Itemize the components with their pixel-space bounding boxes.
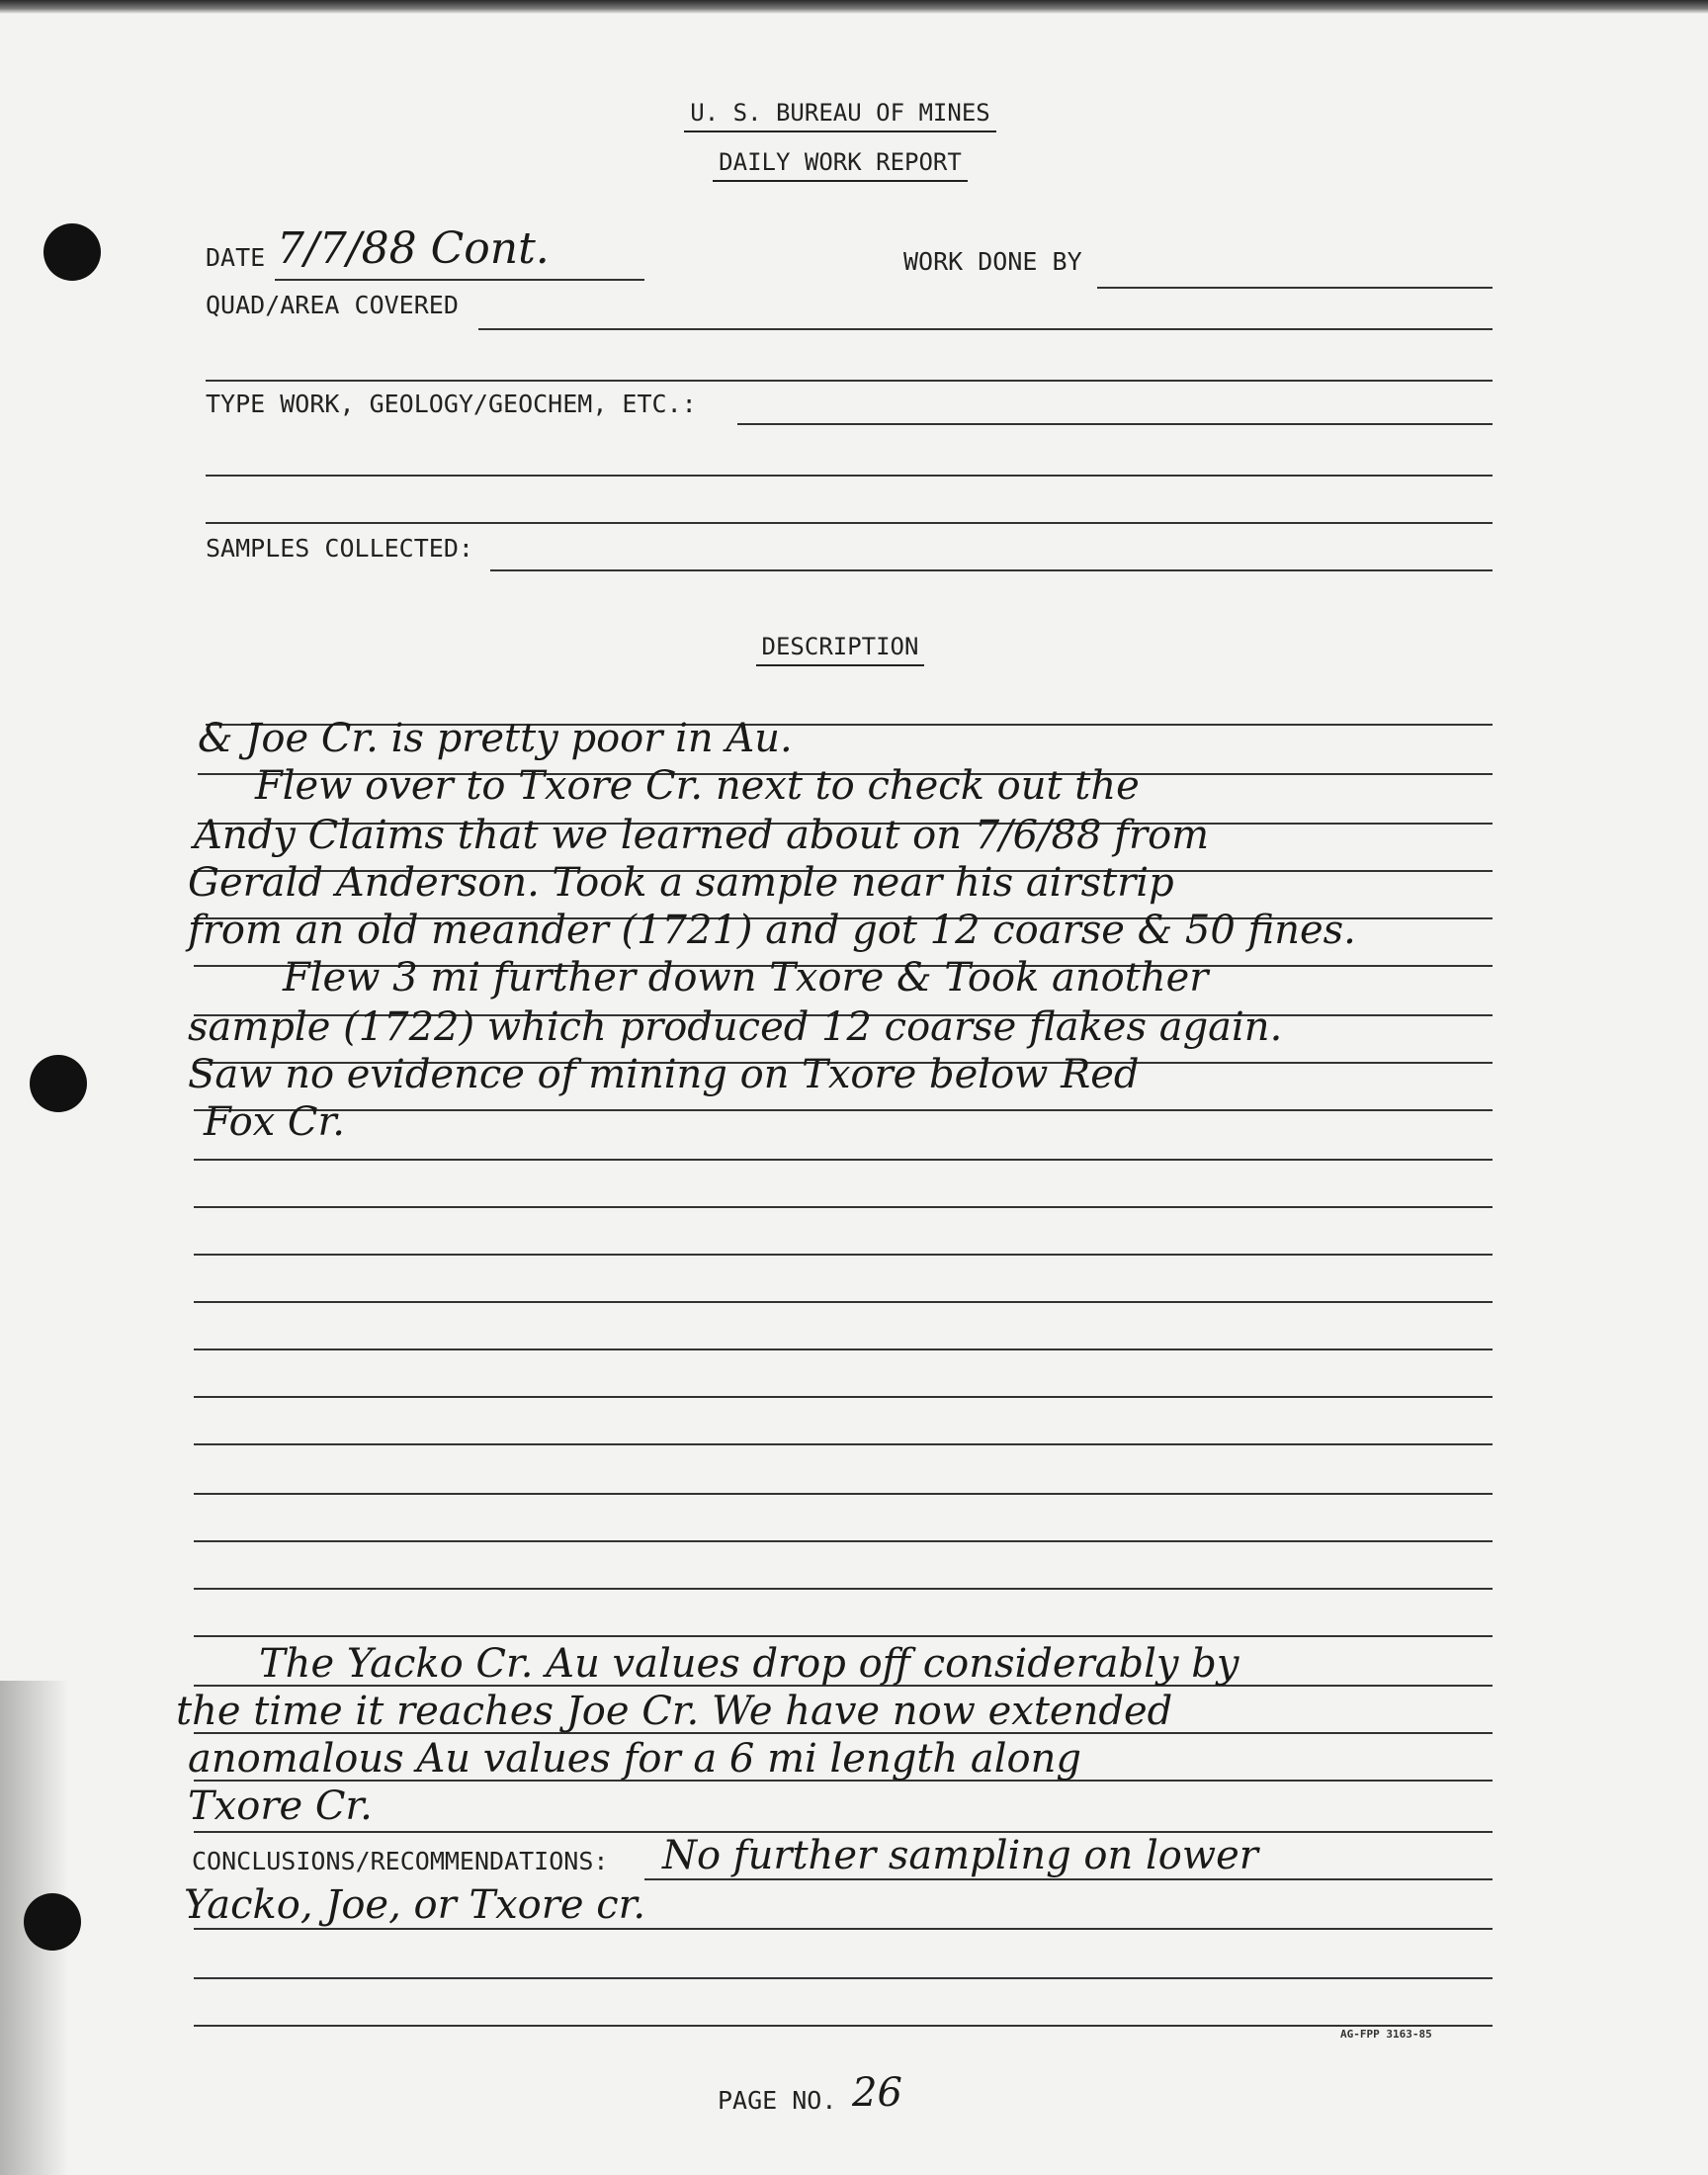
ruled-line	[194, 1977, 1493, 1979]
form-number: AG-FPP 3163-85	[1340, 2028, 1432, 2041]
description-heading: DESCRIPTION	[0, 633, 1680, 666]
quad-area-line	[478, 328, 1493, 330]
description-line-7: sample (1722) which produced 12 coarse flakes again.	[188, 1004, 1283, 1050]
page-number-label: PAGE NO.	[718, 2086, 837, 2115]
scan-edge-shadow	[0, 0, 1708, 14]
date-label: DATE	[206, 243, 266, 272]
work-done-by-label: WORK DONE BY	[903, 247, 1082, 276]
ruled-line	[194, 1635, 1493, 1637]
summary-line-4: Txore Cr.	[188, 1784, 373, 1829]
ruled-line	[194, 1493, 1493, 1495]
type-work-label: TYPE WORK, GEOLOGY/GEOCHEM, ETC.:	[206, 390, 697, 418]
ruled-line	[194, 1109, 1493, 1111]
ruled-line	[194, 1206, 1493, 1208]
samples-collected-line	[490, 569, 1493, 571]
ruled-line	[194, 1348, 1493, 1350]
conclusions-line	[644, 1878, 1493, 1880]
description-line-8: Saw no evidence of mining on Txore below Red	[188, 1052, 1140, 1097]
ruled-line	[194, 1540, 1493, 1542]
ruled-line	[194, 1159, 1493, 1161]
description-line-5: from an old meander (1721) and got 12 coarse & 50 fines.	[188, 908, 1356, 953]
ruled-line	[194, 1396, 1493, 1398]
type-work-line-2	[206, 475, 1493, 477]
summary-line-1: The Yacko Cr. Au values drop off considerably by	[259, 1641, 1239, 1687]
description-line-6: Flew 3 mi further down Txore & Took another	[283, 955, 1209, 1000]
date-value: 7/7/88 Cont.	[277, 223, 550, 274]
ruled-line	[194, 1254, 1493, 1256]
conclusions-line-2: Yacko, Joe, or Txore cr.	[184, 1882, 646, 1928]
ruled-line	[194, 1588, 1493, 1590]
punch-hole-middle	[30, 1055, 87, 1112]
page-number-value: 26	[852, 2070, 902, 2116]
quad-area-label: QUAD/AREA COVERED	[206, 291, 459, 319]
punch-hole-bottom	[24, 1893, 81, 1951]
ruled-line	[194, 1928, 1493, 1930]
report-title: DAILY WORK REPORT	[0, 148, 1680, 182]
description-line-1: & Joe Cr. is pretty poor in Au.	[198, 716, 793, 761]
samples-collected-label: SAMPLES COLLECTED:	[206, 534, 473, 563]
ruled-line	[194, 1301, 1493, 1303]
conclusions-line-1: No further sampling on lower	[662, 1833, 1258, 1878]
punch-hole-top	[43, 223, 101, 281]
description-line-2: Flew over to Txore Cr. next to check out the	[255, 763, 1140, 809]
work-done-by-line	[1097, 287, 1493, 289]
ruled-line	[194, 1443, 1493, 1445]
date-line	[275, 279, 644, 281]
summary-line-2: the time it reaches Joe Cr. We have now extended	[176, 1689, 1173, 1734]
type-work-line	[737, 423, 1493, 425]
conclusions-label: CONCLUSIONS/RECOMMENDATIONS:	[192, 1847, 609, 1875]
description-line-3: Andy Claims that we learned about on 7/6/88 from	[194, 813, 1210, 858]
description-line-4: Gerald Anderson. Took a sample near his airstrip	[188, 860, 1174, 906]
bureau-title: U. S. BUREAU OF MINES	[0, 99, 1680, 132]
summary-line-3: anomalous Au values for a 6 mi length along	[188, 1736, 1081, 1782]
ruled-line	[194, 2025, 1493, 2027]
quad-area-line-2	[206, 380, 1493, 382]
description-line-9: Fox Cr.	[204, 1099, 345, 1145]
type-work-line-3	[206, 522, 1493, 524]
